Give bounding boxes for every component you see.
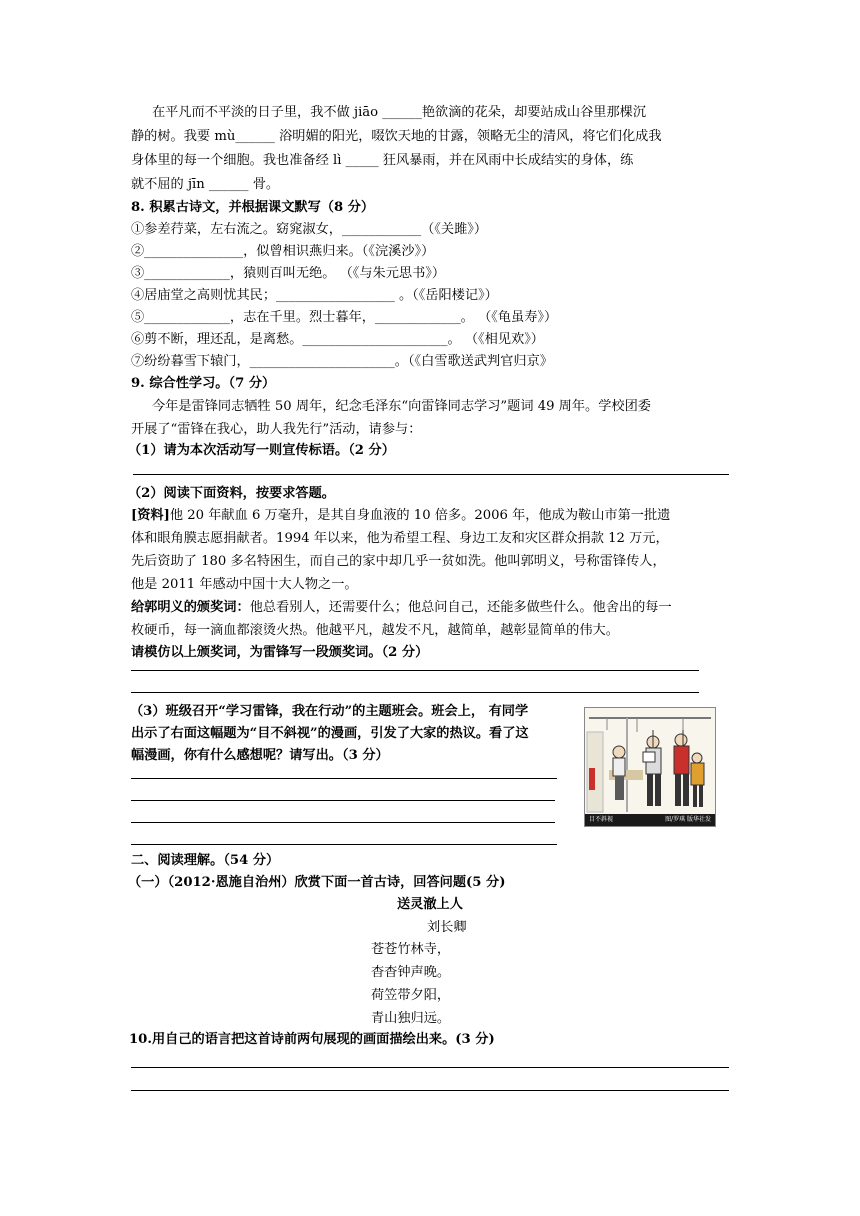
imitate-prompt: 请模仿以上颁奖词，为雷锋写一段颁奖词。（2 分） bbox=[131, 645, 429, 660]
q9-intro-1: 今年是雷锋同志牺牲 50 周年，纪念毛泽东“向雷锋同志学习”题词 49 周年。学校团委 bbox=[152, 399, 651, 414]
award-line-2: 枚硬币，每一滴血都滚烫火热。他越平凡，越发不凡，越简单，越彰显简单的伟大。 bbox=[131, 623, 619, 638]
q9-part-2: （2）阅读下面资料，按要求答题。 bbox=[128, 486, 335, 501]
subsection-title: （一）（2012·恩施自治州）欣赏下面一首古诗，回答问题(5 分) bbox=[128, 875, 506, 890]
answer-line[interactable] bbox=[133, 474, 729, 475]
q8-item-3: ③_____________，猿则百叫无绝。 （《与朱元思书》） bbox=[131, 266, 446, 281]
passage-line-2: 静的树。我要 mù______ 浴明媚的阳光，啜饮天地的甘露，领略无尘的清风，将它们化成我 bbox=[131, 129, 662, 144]
answer-line[interactable] bbox=[131, 670, 699, 671]
poem-line-4: 青山独归远。 bbox=[371, 1011, 451, 1026]
poem-line-3: 荷笠带夕阳， bbox=[371, 988, 451, 1003]
award-text-1: 他总看别人，还需要什么；他总问自己，还能多做些什么。他舍出的每一 bbox=[249, 600, 672, 615]
q9-part-3-line-1: （3）班级召开“学习雷锋，我在行动”的主题班会。班会上， 有同学 bbox=[130, 704, 529, 719]
passage-line-4: 就不屈的 jīn ______ 骨。 bbox=[131, 177, 280, 192]
award-label: 给郭明义的颁奖词： bbox=[131, 600, 250, 615]
cartoon-image bbox=[584, 707, 716, 827]
award-line-1 bbox=[131, 598, 672, 618]
answer-line[interactable] bbox=[131, 1090, 729, 1091]
q9-title: 9. 综合性学习。（7 分） bbox=[131, 376, 276, 391]
answer-line[interactable] bbox=[131, 800, 555, 801]
material-label: [资料] bbox=[131, 508, 170, 523]
answer-line[interactable] bbox=[131, 692, 699, 693]
q8-title: 8. 积累古诗文，并根据课文默写（8 分） bbox=[131, 200, 375, 215]
q8-item-2: ②_______________，似曾相识燕归来。（《浣溪沙》） bbox=[131, 244, 435, 259]
passage-line-1: 在平凡而不平淡的日子里，我不做 jiāo ______艳欲滴的花朵，却要站成山谷里那棵沉 bbox=[152, 105, 647, 120]
cartoon-title: 目不斜视 bbox=[589, 816, 614, 823]
answer-line[interactable] bbox=[131, 822, 555, 823]
q9-part-1: （1）请为本次活动写一则宣传标语。（2 分） bbox=[128, 443, 395, 458]
q10-prompt: 10.用自己的语言把这首诗前两句展现的画面描绘出来。(3 分) bbox=[129, 1032, 495, 1047]
material-line-2: 体和眼角膜志愿捐献者。1994 年以来，他为希望工程、身边工友和灾区群众捐款 12 万元， bbox=[131, 531, 669, 546]
material-text-1: 他 20 年献血 6 万毫升，是其自身血液的 10 倍多。2006 年，他成为鞍山市第一批遗 bbox=[169, 508, 671, 523]
q9-intro-2: 开展了“雷锋在我心，助人我先行”活动，请参与： bbox=[131, 422, 422, 437]
material-line-1 bbox=[131, 506, 670, 526]
q8-item-4: ④居庙堂之高则忧其民；__________________ 。（《岳阳楼记》） bbox=[131, 288, 498, 303]
poem-author: 刘长卿 bbox=[427, 920, 467, 935]
poem-line-2: 杳杳钟声晚。 bbox=[371, 965, 451, 980]
cartoon-credit: 图/罗琪 版华社发 bbox=[665, 816, 711, 823]
q8-item-7: ⑦纷纷暮雪下辕门，______________________。（《白雪歌送武判官归京》 bbox=[131, 354, 553, 369]
q8-item-5: ⑤_____________，志在千里。烈士暮年，_____________。 （《龟虽寿》） bbox=[131, 310, 558, 325]
section-title: 二、阅读理解。（54 分） bbox=[131, 853, 280, 868]
cartoon-drawing bbox=[585, 708, 715, 814]
poem-title: 送灵澈上人 bbox=[397, 897, 463, 912]
answer-line[interactable] bbox=[131, 778, 557, 779]
poem-line-1: 苍苍竹林寺， bbox=[371, 942, 451, 957]
answer-line[interactable] bbox=[131, 844, 557, 845]
material-line-3: 先后资助了 180 多名特困生，而自己的家中却几乎一贫如洗。他叫郭明义，号称雷锋传人， bbox=[131, 554, 666, 569]
passage-line-3: 身体里的每一个细胞。我也准备经 lì _____ 狂风暴雨，并在风雨中长成结实的身体，练 bbox=[131, 153, 634, 168]
q8-item-1: ①参差荇菜，左右流之。窈窕淑女，____________（《关雎》） bbox=[131, 222, 488, 237]
material-line-4: 他是 2011 年感动中国十大人物之一。 bbox=[131, 577, 358, 592]
cartoon-caption bbox=[585, 814, 715, 826]
q8-item-6: ⑥剪不断，理还乱，是离愁。______________________。 （《相见欢》） bbox=[131, 332, 544, 347]
q9-part-3-line-2: 出示了右面这幅题为“目不斜视”的漫画，引发了大家的热议。看了这 bbox=[131, 726, 529, 741]
answer-line[interactable] bbox=[131, 1067, 729, 1068]
q9-part-3-line-3: 幅漫画，你有什么感想呢？请写出。（3 分） bbox=[131, 748, 389, 763]
